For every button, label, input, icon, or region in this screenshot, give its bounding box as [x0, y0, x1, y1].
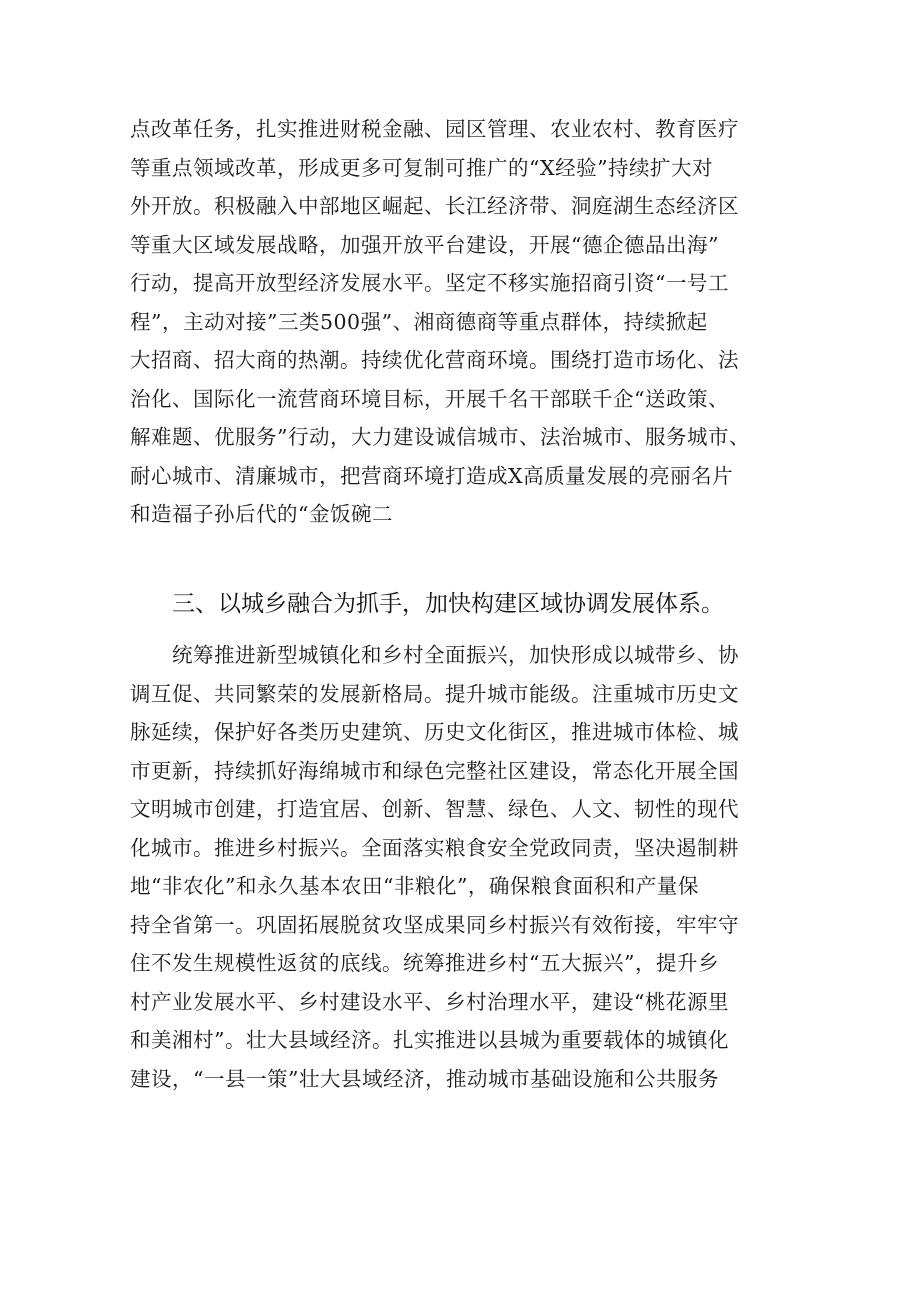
- paragraph-line: 等重点领域改革，形成更多可复制可推广的“X经验”持续扩大对: [130, 155, 714, 180]
- paragraph-line: 大招商、招大商的热潮。持续优化营商环境。围绕打造市场化、法: [130, 348, 739, 372]
- paragraph-line: 文明城市创建，打造宜居、创新、智慧、绿色、人文、韧性的现代: [130, 797, 739, 821]
- paragraph-line: 化城市。推进乡村振兴。全面落实粮食安全党政同责，坚决遏制耕: [130, 835, 739, 860]
- section-heading: 三、以城乡融合为抓手，加快构建区域协调发展体系。: [172, 591, 724, 617]
- paragraph-line: 市更新，持续抓好海绵城市和绿色完整社区建设，常态化开展全国: [130, 758, 739, 783]
- paragraph-line: 调互促、共同繁荣的发展新格局。提升城市能级。注重城市历史文: [130, 681, 739, 706]
- paragraph-line: 程”，主动对接”三类500强”、湘商德商等重点群体，持续掀起: [130, 309, 708, 334]
- paragraph-line: 行动，提高开放型经济发展水平。坚定不移实施招商引资“一号工: [130, 271, 729, 295]
- paragraph-1: [130, 110, 798, 534]
- paragraph-line: 统筹推进新型城镇化和乡村全面振兴，加快形成以城带乡、协: [130, 643, 739, 667]
- paragraph-line: 点改革任务，扎实推进财税金融、园区管理、农业农村、教育医疗: [130, 117, 739, 141]
- paragraph-2: [130, 636, 798, 1098]
- paragraph-line: 持全省第一。巩固拓展脱贫攻坚成果同乡村振兴有效衔接，牢牢守: [130, 912, 739, 937]
- paragraph-line: 建设，“一县一策”壮大县域经济，推动城市基础设施和公共服务: [130, 1066, 719, 1091]
- paragraph-line: 住不发生规模性返贫的底线。统筹推进乡村“五大振兴”，提升乡: [130, 951, 719, 975]
- paragraph-line: 治化、国际化一流营商环境目标，开展千名干部联千企“送政策、: [130, 386, 729, 411]
- paragraph-line: 地“非农化”和永久基本农田“非粮化”，确保粮食面积和产量保: [130, 874, 699, 898]
- paragraph-line: 和造福子孙后代的“金饭碗二: [130, 502, 393, 526]
- paragraph-line: 解难题、优服务”行动，大力建设诚信城市、法治城市、服务城市、: [130, 425, 750, 449]
- paragraph-line: 外开放。积极融入中部地区崛起、长江经济带、洞庭湖生态经济区: [130, 194, 739, 218]
- paragraph-line: 脉延续，保护好各类历史建筑、历史文化街区，推进城市体检、城: [130, 720, 739, 744]
- paragraph-line: 和美湘村”。壮大县域经济。扎实推进以县城为重要载体的城镇化: [130, 1028, 729, 1052]
- paragraph-line: 耐心城市、清廉城市，把营商环境打造成X高质量发展的亮丽名片: [130, 463, 734, 488]
- paragraph-line: 村产业发展水平、乡村建设水平、乡村治理水平，建设“桃花源里: [130, 989, 729, 1014]
- paragraph-line: 等重大区域发展战略，加强开放平台建设，开展“德企德品出海”: [130, 232, 719, 257]
